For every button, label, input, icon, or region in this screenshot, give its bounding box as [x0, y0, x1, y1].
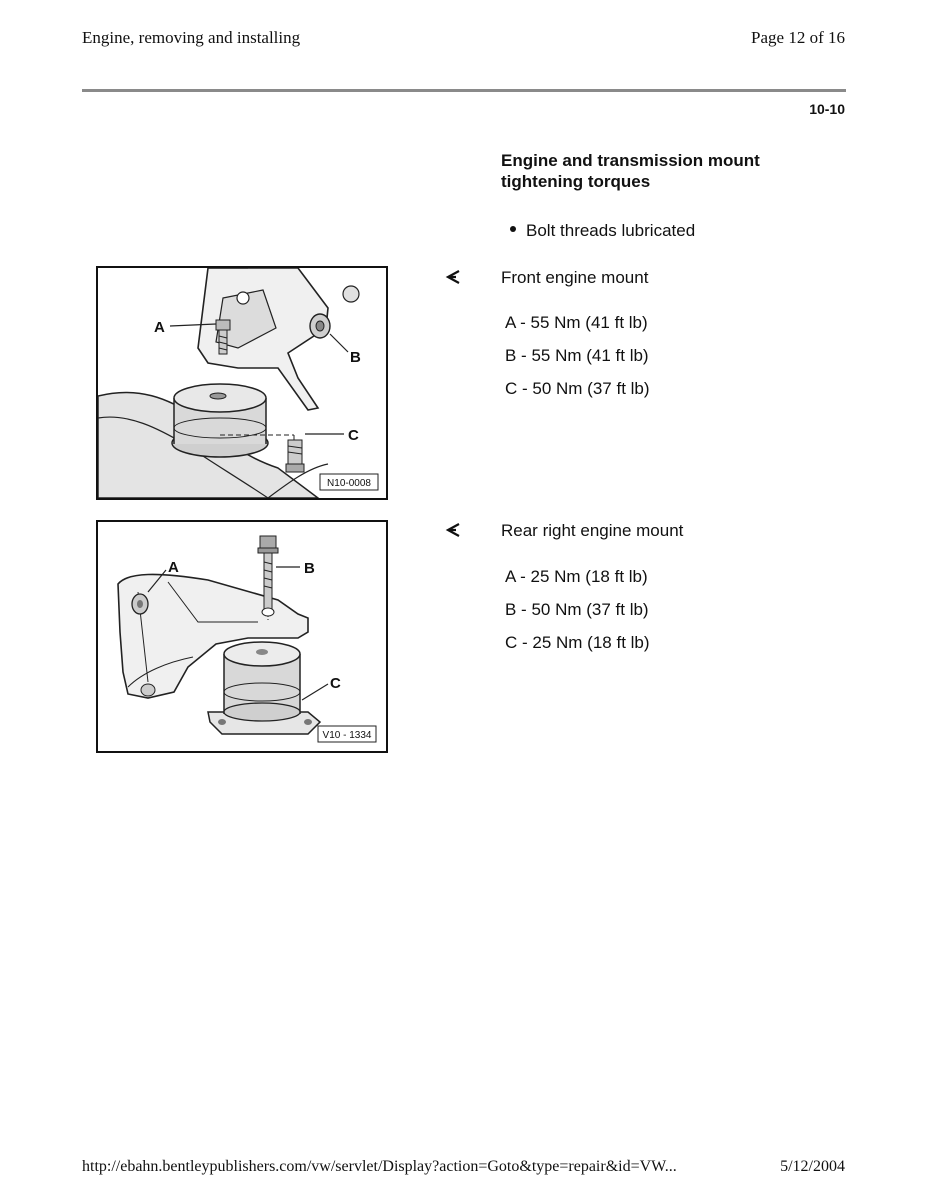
left-pointing-arrow-icon [445, 522, 461, 538]
torque-value-a: A - 55 Nm (41 ft lb) [505, 313, 648, 332]
rear-right-engine-mount-title: Rear right engine mount [501, 521, 684, 540]
torque-value-a: A - 25 Nm (18 ft lb) [505, 567, 648, 586]
left-pointing-arrow-icon [445, 269, 461, 285]
torque-value-b: B - 50 Nm (37 ft lb) [505, 600, 649, 619]
lubrication-note [510, 221, 695, 241]
callout-c: C [330, 675, 341, 692]
callout-a: A [168, 559, 179, 576]
header-divider [82, 89, 846, 92]
front-mount-torque-list [505, 306, 650, 405]
footer-url: http://ebahn.bentleypublishers.com/vw/servlet/Display?action=Goto&type=repair&id=VW... [82, 1158, 677, 1175]
rear-mount-torque-list [505, 560, 650, 659]
front-engine-mount-figure [96, 266, 388, 500]
page-number: Page 12 of 16 [751, 28, 845, 47]
torque-value-b: B - 55 Nm (41 ft lb) [505, 346, 649, 365]
torque-value-c: C - 25 Nm (18 ft lb) [505, 633, 650, 652]
callout-b: B [304, 560, 315, 577]
figure-id: V10 - 1334 [322, 730, 372, 741]
bullet-icon [510, 226, 516, 232]
figure-id: N10-0008 [327, 478, 371, 489]
section-number: 10-10 [809, 101, 845, 117]
rear-right-engine-mount-figure [96, 520, 388, 753]
torque-value-c: C - 50 Nm (37 ft lb) [505, 379, 650, 398]
callout-a: A [154, 319, 165, 336]
section-heading: Engine and transmission mount tightening torques [501, 151, 760, 191]
document-title: Engine, removing and installing [82, 28, 301, 47]
callout-b: B [350, 349, 361, 366]
callout-c: C [348, 427, 359, 444]
footer-date: 5/12/2004 [780, 1158, 845, 1175]
lubrication-note-text: Bolt threads lubricated [526, 221, 696, 240]
front-engine-mount-title: Front engine mount [501, 268, 649, 287]
